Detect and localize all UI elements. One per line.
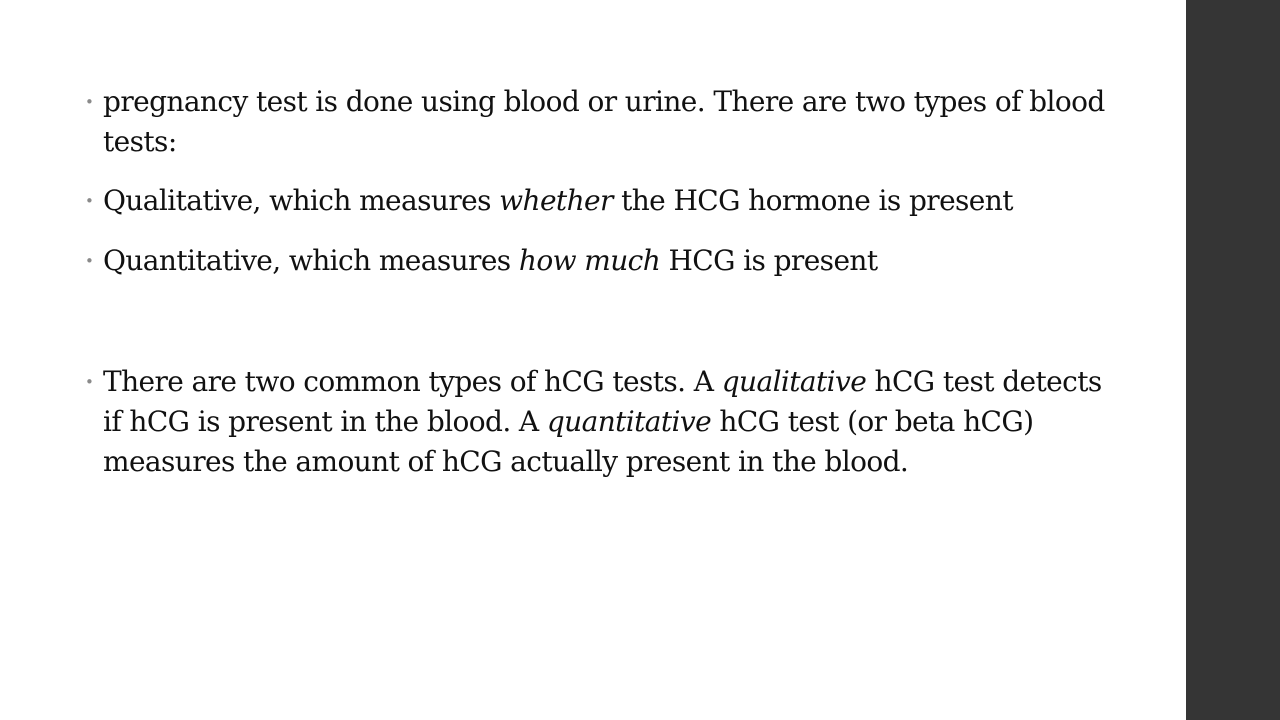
bullet-text: HCG is present — [660, 244, 878, 277]
bullet-dot-icon: • — [85, 93, 94, 111]
bullet-emphasis: qualitative — [721, 365, 867, 398]
bullet-text: Qualitative, which measures — [103, 184, 500, 217]
bullet-item-qualitative — [83, 181, 1123, 221]
bullet-item-quantitative — [83, 241, 1123, 281]
bullet-text: hCG test detects if hCG is present in the blood. A — [103, 365, 1102, 438]
bullet-item-hcg-tests — [83, 362, 1123, 482]
bullet-dot-icon: • — [85, 192, 94, 210]
bullet-dot-icon: • — [85, 373, 94, 391]
bullet-list — [83, 82, 1123, 482]
bullet-text: pregnancy test is done using blood or urine. There are two types of blood tests: — [103, 85, 1105, 158]
bullet-text: Quantitative, which measures — [103, 244, 519, 277]
bullet-dot-icon: • — [85, 252, 94, 270]
bullet-text: the HCG hormone is present — [612, 184, 1013, 217]
bullet-emphasis: quantitative — [546, 405, 712, 438]
bullet-item-pregnancy-test — [83, 82, 1123, 162]
bullet-text: hCG test (or beta hCG) measures the amount of hCG actually present in the blood. — [103, 405, 1034, 478]
side-bar — [1186, 0, 1280, 720]
bullet-text: There are two common types of hCG tests. A — [103, 365, 722, 398]
bullet-emphasis: whether — [499, 184, 613, 217]
bullet-emphasis: how much — [518, 244, 661, 277]
